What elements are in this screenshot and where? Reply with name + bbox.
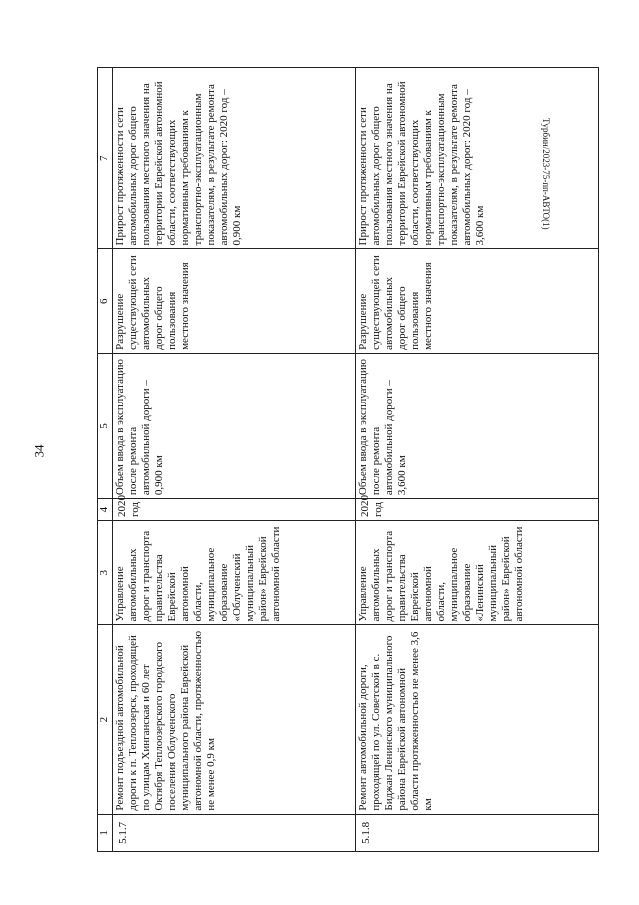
consequence-cell: Разрушение существующей сети автомобильных дорог общего пользования местного значения [356, 249, 599, 353]
table-header-row [98, 68, 113, 852]
indicator-cell: Прирост протяженности сети автомобильных дорог общего пользования местного значения на территории Еврейской автономной области, соответствующих нормативным требованиям к транспортно-эксплуатационным показателям, в результате ремонта автомобильных дорог: 2020 год – 3,600 км [356, 68, 599, 249]
expected-result-cell: Объем ввода в эксплуатацию после ремонта автомобильной дороги – 0,900 км [113, 353, 356, 498]
program-measures-table-wrapper [97, 67, 598, 852]
column-header-1: 1 [98, 814, 113, 851]
program-measures-table [97, 67, 599, 852]
column-header-6: 6 [98, 249, 113, 353]
executor-cell: Управление автомобильных дорог и транспорта правительства Еврейской автономной области, муниципальное образование «Облученский муниципальный район» Еврейской автономной области [113, 521, 356, 625]
table-row [356, 68, 599, 852]
consequence-cell: Разрушение существующей сети автомобильных дорог общего пользования местного значения [113, 249, 356, 353]
year-cell: 2020 год [113, 499, 356, 521]
indicator-cell: Прирост протяженности сети автомобильных дорог общего пользования местного значения на территории Еврейской автономной области, соответствующих нормативным требованиям к транспортно-эксплуатационным показателям, в результате ремонта автомобильных дорог: 2020 год – 0,900 км [113, 68, 356, 249]
column-header-4: 4 [98, 499, 113, 521]
year-cell: 2020 год [356, 499, 599, 521]
item-number: 5.1.8 [356, 814, 599, 851]
measure-description: Ремонт подъездной автомобильной дороги к п. Теплоозерск, проходящей по улицам Хинганская и 60 лет Октября Теплоозерского городского поселения Облученского муниципального района Еврейской автономной области, протяженностью не менее 0,9 км [113, 625, 356, 814]
column-header-7: 7 [98, 68, 113, 249]
column-header-2: 2 [98, 625, 113, 814]
document-code: Tурбин/2023-75-пп-ABTO(1) [541, 118, 551, 230]
measure-description: Ремонт автомобильной дороги, проходящей по ул. Советской в с. Биджан Ленинского муниципального района Еврейской автономной области протяженностью не менее 3,6 км [356, 625, 599, 814]
executor-cell: Управление автомобильных дорог и транспорта правительства Еврейской автономной области, муниципальное образование «Ленинский муниципальный район» Еврейской автономной области [356, 521, 599, 625]
column-header-3: 3 [98, 521, 113, 625]
expected-result-cell: Объем ввода в эксплуатацию после ремонта автомобильной дороги – 3,600 км [356, 353, 599, 498]
page-number: 34 [31, 444, 47, 458]
table-row [113, 68, 356, 852]
item-number: 5.1.7 [113, 814, 356, 851]
column-header-5: 5 [98, 353, 113, 498]
